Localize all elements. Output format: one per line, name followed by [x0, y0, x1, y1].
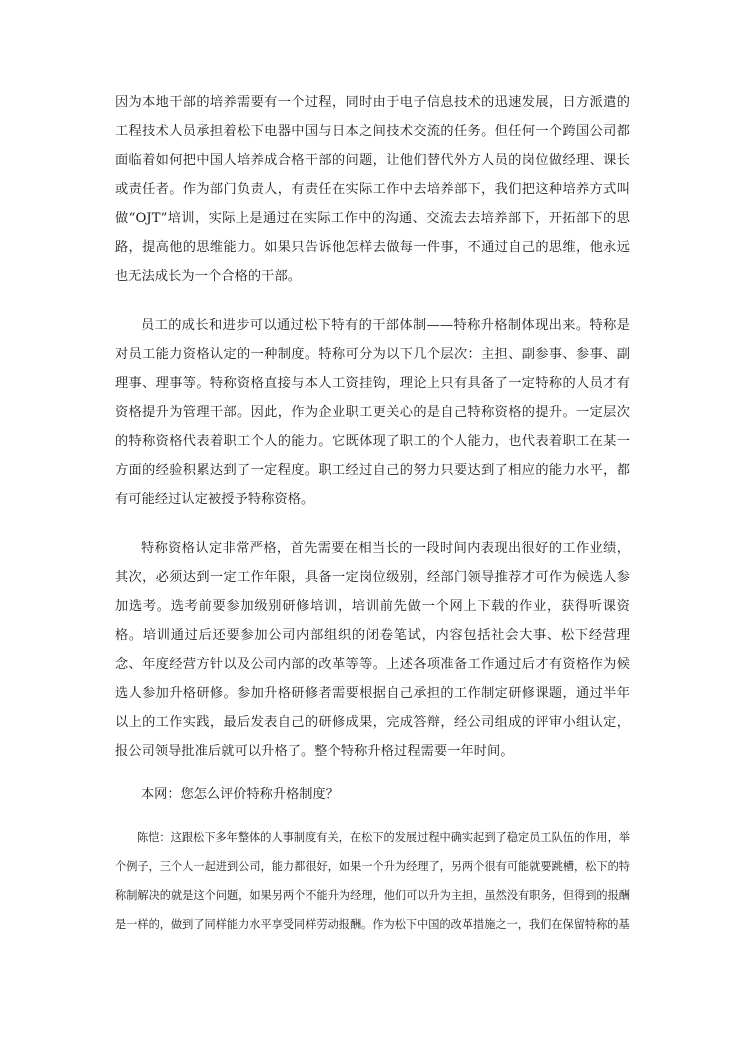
document-body: [115, 88, 630, 939]
paragraph-spacer: [115, 766, 630, 780]
interview-answer: 陈恺：这跟松下多年整体的人事制度有关，在松下的发展过程中确实起到了稳定员工队伍的作用，举个例子，三个人一起进到公司，能力都很好，如果一个升为经理了，另两个很有可能就要跳槽，松下的特称制解决的就是这个问题，如果另两个不能升为经理，他们可以升为主担，虽然没有职务，但得到的报酬是一样的，做到了同样能力水平享受同样劳动报酬。作为松下中国的改革措施之一，我们在保留特称的基: [115, 831, 630, 931]
paragraph-ojt-training: 因为本地干部的培养需要有一个过程，同时由于电子信息技术的迅速发展，日方派遣的工程技术人员承担着松下电器中国与日本之间技术交流的任务。但任何一个跨国公司都面临着如何把中国人培养成合格干部的问题，让他们替代外方人员的岗位做经理、课长或责任者。作为部门负责人，有责任在实际工作中去培养部下，我们把这种培养方式叫做“OJT”培训，实际上是通过在实际工作中的沟通、交流去去培养部下，开拓部下的思路，提高他的思维能力。如果只告诉他怎样去做每一件事，不通过自己的思维，他永远也无法成长为一个合格的干部。: [115, 95, 630, 284]
paragraph-spacer: [115, 809, 630, 823]
paragraph-spacer: [115, 514, 630, 534]
interview-question: 本网：您怎么评价特称升格制度？: [141, 787, 339, 802]
paragraph-spacer: [115, 291, 630, 311]
paragraph-qualification-process: 特称资格认定非常严格，首先需要在相当长的一段时间内表现出很好的工作业绩，其次，必须达到一定工作年限，具备一定岗位级别，经部门领导推荐才可作为候选人参加选考。选考前要参加级别研修培训，培训前先做一个网上下载的作业，获得听课资格。培训通过后还要参加公司内部组织的闭卷笔试，内容包括社会大事、松下经营理念、年度经营方针以及公司内部的改革等等。上述各项准备工作通过后才有资格作为候选人参加升格研修。参加升格研修者需要根据自己承担的工作制定研修课题，通过半年以上的工作实践，最后发表自己的研修成果，完成答辩，经公司组成的评审小组认定，报公司领导批准后就可以升格了。整个特称升格过程需要一年时间。: [115, 541, 630, 759]
paragraph-special-title-system: 员工的成长和进步可以通过松下特有的干部体制——特称升格制体现出来。特称是对员工能力资格认定的一种制度。特称可分为以下几个层次：主担、副参事、参事、副理事、理事等。特称资格直接与本人工资挂钩，理论上只有具备了一定特称的人员才有资格提升为管理干部。因此，作为企业职工更关心的是自己特称资格的提升。一定层次的特称资格代表着职工个人的能力。它既体现了职工的个人能力，也代表着职工在某一方面的经验积累达到了一定程度。职工经过自己的努力只要达到了相应的能力水平，都有可能经过认定被授予特称资格。: [115, 318, 630, 507]
